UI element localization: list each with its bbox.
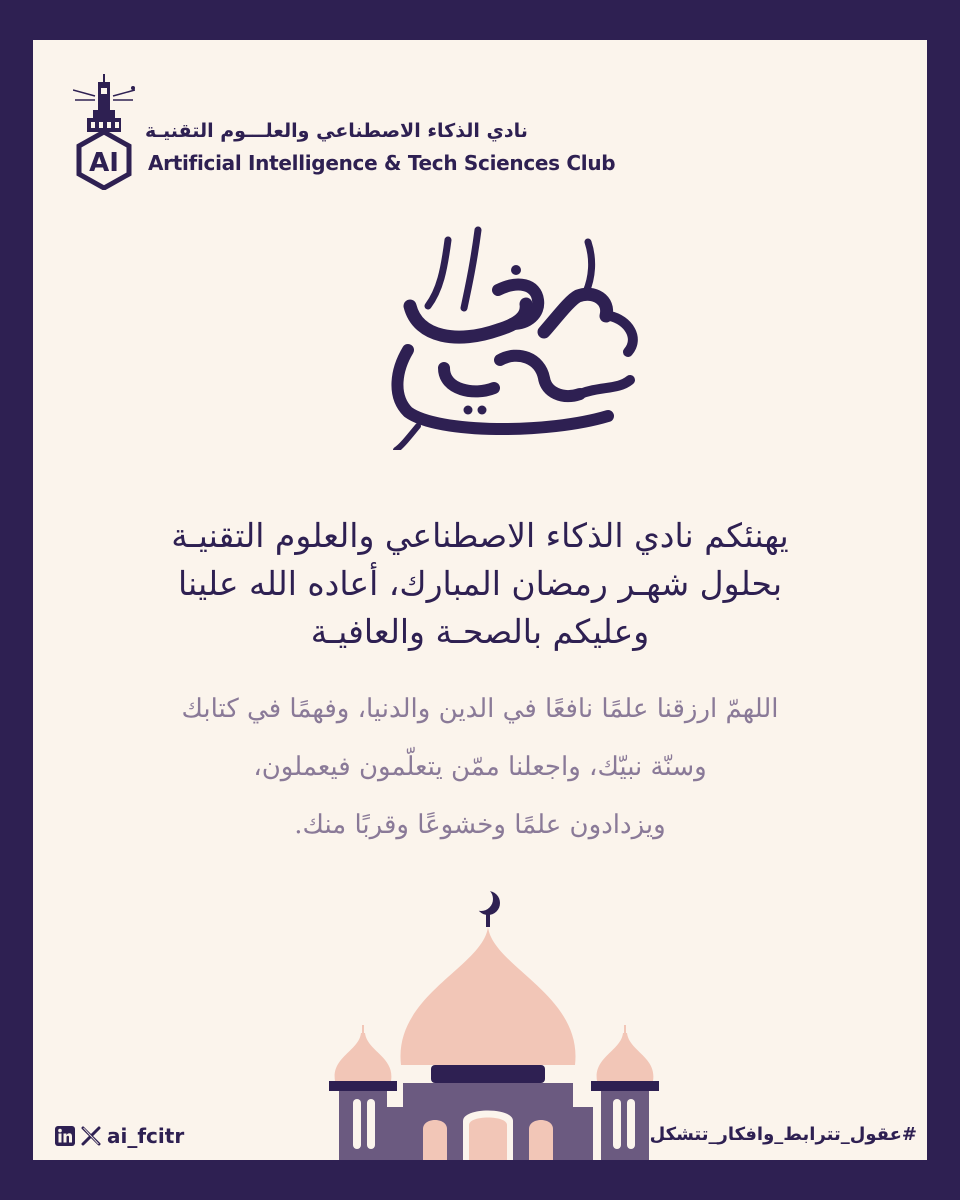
ramadan-kareem-calligraphy: [348, 220, 638, 450]
prayer-line-2: وسنّة نبيّك، واجعلنا ممّن يتعلّمون فيعملون،: [253, 752, 707, 782]
club-name-english: Artificial Intelligence & Tech Sciences Club: [148, 151, 616, 175]
greeting-line-2: بحلول شهـر رمضان المبارك، أعاده الله علينا: [177, 564, 783, 603]
x-icon[interactable]: [81, 1126, 101, 1146]
greeting-line-1: يهنئكم نادي الذكاء الاصطناعي والعلوم التقنيـة: [171, 516, 789, 555]
logo-text: AI: [89, 148, 119, 178]
social-handle-group: [55, 1124, 184, 1148]
greeting-line-3: وعليكم بالصحـة والعافيـة: [310, 612, 650, 651]
club-logo: [73, 70, 135, 190]
social-handle[interactable]: ai_fcitr: [107, 1124, 185, 1148]
linkedin-icon[interactable]: [55, 1126, 75, 1146]
prayer-line-1: اللهمّ ارزقنا علمًا نافعًا في الدين والدنيا، وفهمًا في كتابك: [181, 694, 779, 724]
greeting-message: [93, 512, 867, 656]
hashtag: #عقول_تترابط_وافكار_تتشكل: [649, 1124, 917, 1145]
greeting-card: [33, 40, 927, 1160]
prayer-text: [123, 680, 837, 854]
club-name-arabic: نادي الذكاء الاصطناعي والعلـــوم التقنيـة: [145, 120, 528, 142]
prayer-line-3: ويزدادون علمًا وخشوعًا وقربًا منك.: [294, 810, 666, 840]
mosque-illustration: [283, 875, 703, 1160]
crescent-moon-icon: [469, 887, 500, 915]
